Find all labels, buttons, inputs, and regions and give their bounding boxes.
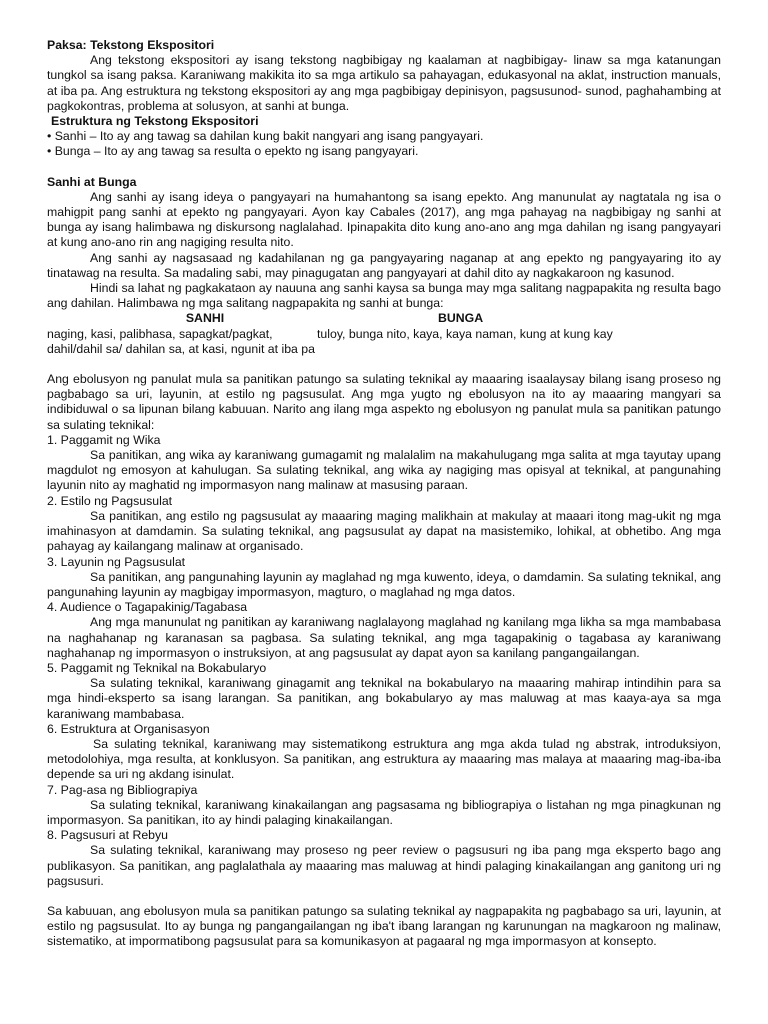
sanhi-bunga-table	[47, 311, 721, 357]
aspect-body-1: Sa panitikan, ang wika ay karaniwang gumagamit ng malalalim na makahulugang mga salita at mga tayutay upang magdulot ng emosyon at kahulugan. Sa sulating teknikal, ang wika ay nagiging mas opisyal at teknikal, at pangunahing layunin nito ay maghatid ng impormasyon nang malinaw at masusing paraan.	[47, 448, 721, 493]
aspect-body-4: Ang mga manunulat ng panitikan ay karaniwang naglalayong maglahad ng kanilang mga likha sa mga mambabasa na naghahanap ng karanasan sa pagbasa. Sa sulating teknikal, ang mga tagapakinig o tagabasa ay karaniwang naghahanap ng impormasyon o instruksiyon, at ang pagsusulat ay dapat ayon sa kanilang pangangailangan.	[47, 615, 721, 660]
bunga-column	[317, 311, 721, 357]
aspect-body-6: Sa sulating teknikal, karaniwang may sistematikong estruktura ang mga akda tulad ng abstrak, introduksiyon, metodolohiya, mga resulta, at konklusyon. Sa panitikan, ang estruktura ay maaaring mas malaya at maaaring mag-iba-iba depende sa uri ng akdang isinulat.	[47, 736, 721, 782]
intro-paragraph: Ang tekstong ekspositori ay isang tekstong nagbibigay ng kaalaman at nagbibigay- linaw sa mga katanungan tungkol sa isang paksa. Karaniwang makikita ito sa mga artikulo sa pahayagan, edukasyonal na aklat, instruction manuals, at iba pa. Ang estruktura ng tekstong ekspositori ay ang mga pagbibigay depinisyon, pagsusunod- sunod, paghahambing at pagkokontras, problema at solusyon, at sanhi at bunga.	[47, 53, 721, 113]
sanhi-column-body: naging, kasi, palibhasa, sapagkat/pagkat, dahil/dahil sa/ dahilan sa, at kasi, ngunit at iba pa	[47, 326, 315, 356]
bullet-bunga: • Bunga – Ito ay ang tawag sa resulta o epekto ng isang pangyayari.	[47, 144, 419, 159]
ebolusyon-intro: Ang ebolusyon ng panulat mula sa panitikan patungo sa sulating teknikal ay maaaring isaalaysay bilang isang proseso ng pagbabago sa uri, layunin, at estilo ng pagsusulat. Ang mga yugto ng ebolusyon na ito ay maaaring mangyari sa indibiduwal o sa lipunan bilang kabuuan. Narito ang ilang mga aspekto ng ebolusyon ng panulat mula sa panitikan patungo sa sulating teknikal:	[47, 372, 721, 432]
sanhi-paragraph-2: Ang sanhi ay nagsasaad ng kadahilanan ng ga pangyayaring naganap at ang epekto ng pangyayaring ito ay tinatawag na resulta. Sa madaling sabi, may pinagugatan ang pangyayari at dahil dito ay nagkakaroon ng kasunod.	[47, 250, 721, 280]
aspect-body-8: Sa sulating teknikal, karaniwang may proseso ng peer review o pagsusuri ng iba pang mga eksperto bago ang publikasyon. Sa panitikan, ang paglalathala ay maaaring mas maluwag at hindi palaging kinakailangan ang ganitong uri ng pagsusuri.	[47, 843, 721, 888]
conclusion-paragraph: Sa kabuuan, ang ebolusyon mula sa panitikan patungo sa sulating teknikal ay nagpapakita ng pagbabago sa uri, layunin, at estilo ng pagsusulat. Ito ay bunga ng pangangailangan ng iba't ibang larangan ng karunungan na magkaroon ng malinaw, sistematiko, at impormatibong pagsusulat para sa komunikasyon at pagaaral ng mga impormasyon at konsepto.	[47, 903, 721, 949]
aspect-heading-3: 3. Layunin ng Pagsusulat	[47, 554, 186, 569]
bunga-column-body: tuloy, bunga nito, kaya, kaya naman, kung at kung kay	[317, 326, 613, 341]
sanhi-bunga-heading: Sanhi at Bunga	[47, 174, 137, 189]
sanhi-column-head: SANHI	[185, 311, 225, 326]
aspect-heading-6: 6. Estruktura at Organisasyon	[47, 721, 210, 736]
sanhi-paragraph-1: Ang sanhi ay isang ideya o pangyayari na humahantong sa isang epekto. Ang manunulat ay nagtatala ng isa o mahigpit pang sanhi at epekto ng pangyayari. Ayon kay Cabales (2017), ang mga pahayag na nagbibigay ng sanhi at bunga ay isang halimbawa ng diskursong naglalahad. Ipinapakita dito kung ano-ano ang mga dahilan ng isang pangyayari at kung ano-ano rin ang nagiging resulta nito.	[47, 189, 721, 250]
aspect-heading-1: 1. Paggamit ng Wika	[47, 432, 161, 447]
aspect-body-7: Sa sulating teknikal, karaniwang kinakailangan ang pagsasama ng bibliograpiya o listahan ng mga pinagkunan ng impormasyon. Sa panitikan, ito ay hindi palaging kinakailangan.	[47, 797, 721, 827]
aspect-body-2: Sa panitikan, ang estilo ng pagsusulat ay maaaring maging malikhain at makulay at maaari itong mag-ukit ng mga imahinasyon at damdamin. Sa sulating teknikal, ang pagsusulat ay dapat na masistemiko, lohikal, at obhetibo. Ang mga pahayag ay kailangang malinaw at organisado.	[47, 508, 721, 554]
aspect-heading-2: 2. Estilo ng Pagsusulat	[47, 493, 173, 508]
aspect-heading-5: 5. Paggamit ng Teknikal na Bokabularyo	[47, 660, 267, 675]
aspect-body-5: Sa sulating teknikal, karaniwang ginagamit ang teknikal na bokabularyo na maaaring mahirap intindihin para sa mga hindi-eksperto sa isang larangan. Sa panitikan, ang bokabularyo ay mas maluwag at mas kaaya-aya sa mga karaniwang mambabasa.	[47, 676, 721, 721]
bullet-sanhi: • Sanhi – Ito ay ang tawag sa dahilan kung bakit nangyari ang isang pangyayari.	[47, 129, 484, 144]
aspect-body-3: Sa panitikan, ang pangunahing layunin ay maglahad ng mga kuwento, ideya, o damdamin. Sa sulating teknikal, ang pangunahing layunin ay magbigay impormasyon, magturo, o maglahad ng mga datos.	[47, 569, 721, 599]
estruktura-heading: Estruktura ng Tekstong Ekspositori	[51, 114, 259, 129]
aspect-heading-4: 4. Audience o Tagapakinig/Tagabasa	[47, 600, 248, 615]
topic-title: Paksa: Tekstong Ekspositori	[47, 38, 215, 52]
sanhi-paragraph-3: Hindi sa lahat ng pagkakataon ay nauuna ang sanhi kaysa sa bunga may mga salitang nagpapakita ng resulta bago ang dahilan. Halimbawa ng mga salitang nagpapakita ng sanhi at bunga:	[47, 281, 722, 311]
sanhi-column	[47, 311, 317, 357]
aspect-heading-7: 7. Pag-asa ng Bibliograpiya	[47, 782, 198, 797]
aspect-heading-8: 8. Pagsusuri at Rebyu	[47, 828, 168, 843]
bunga-column-head: BUNGA	[438, 311, 484, 326]
